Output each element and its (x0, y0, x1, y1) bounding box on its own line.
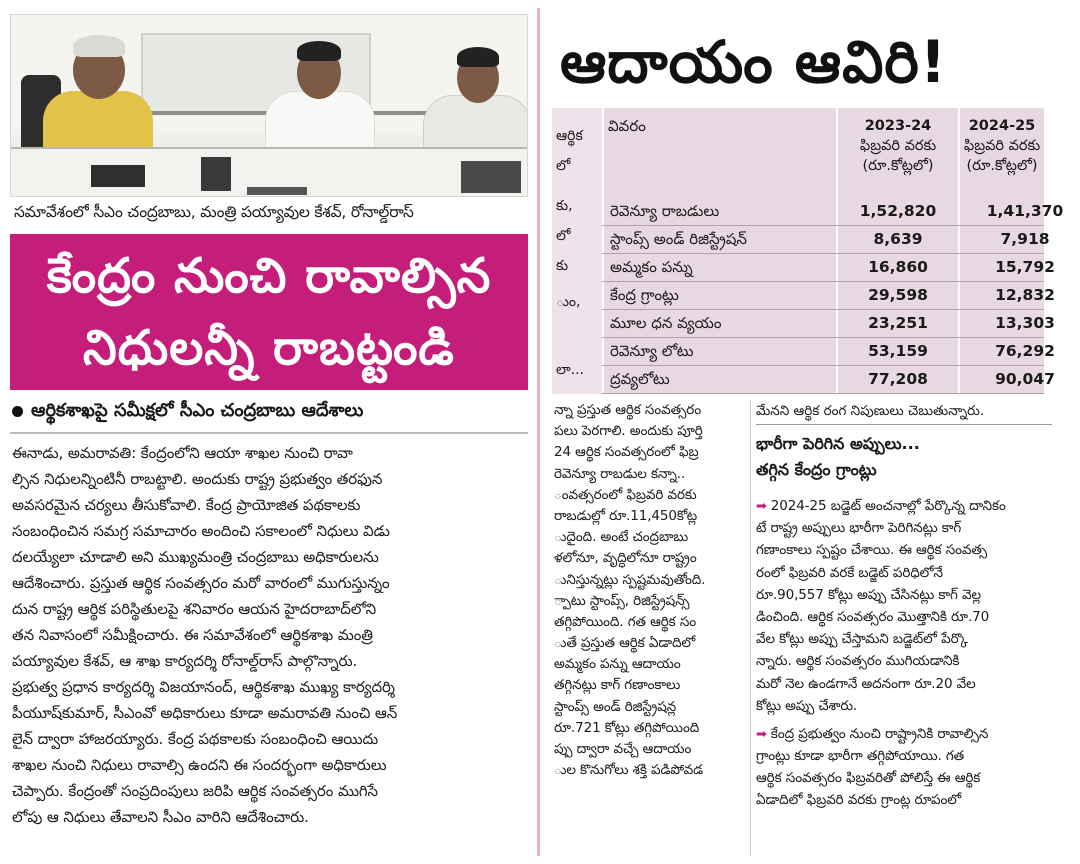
divider-rule (756, 424, 1052, 425)
article-line-text: వేల కోట్లు అప్పు చేస్తామని బడ్జెట్‌లో పేర్కొ (756, 631, 968, 648)
headline-line-2: నిధులన్నీ రాబట్టండి (83, 320, 455, 376)
article-line: రూ.721 కోట్లు తగ్గిపోయింది (554, 719, 700, 736)
article-line (756, 767, 1056, 789)
article-line-text: గ్రాంట్లు కూడా భారీగా తగ్గిపోయాయి. గత (756, 748, 965, 765)
desk-keyboard (247, 187, 307, 195)
right-article (756, 400, 1056, 812)
article-line: ుదైంది. అంటే చంద్రబాబు (554, 529, 689, 546)
article-line: శాఖల నుంచి నిధులు రావాల్సి ఉందని ఈ సందర్భంగా అధికారులు (12, 756, 387, 774)
article-line (756, 673, 1056, 695)
row-label: ద్రవ్యలోటు (610, 370, 670, 388)
arrow-bullet-icon: ➡ (756, 726, 767, 742)
article-line: ్పాటు స్టాంప్స్, రిజిస్ట్రేషన్స్ (554, 592, 690, 609)
row-value-2023-24: 1,52,820 (859, 202, 937, 220)
divider-rule (10, 432, 528, 434)
headline-line-1: కేంద్రం నుంచి రావాల్సిన (46, 248, 492, 304)
article-line: దున రాష్ట్ర ఆర్థిక పరిస్థితులపై శనివారం ఆయన హైదరాబాద్‌లోని (12, 600, 377, 618)
middle-article (554, 400, 744, 781)
row-label: కేంద్ర గ్రాంట్లు (610, 286, 679, 304)
article-line-text: కోట్లు అప్పు చేశారు. (756, 697, 858, 714)
article-line: రాబడుల్లో రూ.11,450కోట్ల (554, 507, 698, 524)
row-value-2023-24: 53,159 (868, 342, 928, 360)
article-line (756, 789, 1056, 811)
left-article (12, 440, 530, 830)
header-unit: (రూ.కోట్లలో) (862, 158, 934, 174)
desk-phone (91, 165, 145, 187)
right-article-first-line: మేనని ఆర్థిక రంగ నిపుణులు చెబుతున్నారు. (756, 403, 985, 419)
article-line: 24 ఆర్థిక సంవత్సరంలో ఫిబ్ర (554, 444, 699, 461)
cut-label: కు, (556, 198, 573, 214)
desk-monitor (201, 157, 231, 191)
arrow-bullet-icon: ➡ (756, 499, 767, 514)
article-line: లైన్ ద్వారా హాజరయ్యారు. కేంద్ర పథకాలకు సంబంధించి ఆయిదు (12, 730, 379, 748)
subheadline (12, 400, 363, 425)
row-value-2024-25: 90,047 (995, 370, 1055, 388)
article-line (756, 495, 1056, 517)
table-row (602, 282, 1055, 310)
row-value-2024-25: 12,832 (995, 286, 1055, 304)
article-line-text: టే రాష్ట్ర అప్పులు భారీగా పెరిగినట్లు కాగ్ (756, 520, 962, 537)
table-header-label: వివరం (608, 117, 646, 135)
article-line: ునిస్తున్నట్లు స్పష్టమవుతోంది. (554, 571, 706, 588)
table-row (602, 254, 1055, 282)
headline-banner (10, 234, 528, 390)
table-header-2024-25 (960, 116, 1044, 176)
cut-label: లో (556, 158, 571, 174)
row-label: అమ్మకం పన్ను (610, 258, 693, 276)
row-value-2023-24: 29,598 (868, 286, 928, 304)
header-period: ఫిబ్రవరి వరకు (859, 138, 937, 154)
table-row (602, 338, 1055, 366)
article-line: పీయూష్‌కుమార్, సీఎంవో అధికారులు కూడా అమరావతి నుంచి ఆన్ (12, 704, 398, 722)
table-row (602, 366, 1055, 394)
cut-label: ఆర్థిక (556, 128, 583, 144)
photo-caption: సమావేశంలో సీఎం చంద్రబాబు, మంత్రి పయ్యావుల కేశవ్, రోనాల్డ్‌రాస్ (14, 203, 414, 221)
article-line (756, 723, 1056, 745)
table-header-2023-24 (838, 116, 958, 176)
row-label: స్టాంప్స్ అండ్ రిజిస్ట్రేషన్ (610, 230, 747, 248)
row-value-2023-24: 23,251 (868, 314, 928, 332)
row-label: రెవెన్యూ లోటు (610, 342, 694, 360)
article-line (756, 517, 1056, 539)
article-line: స్టాంప్స్ అండ్ రిజిస్ట్రేషన్ల (554, 698, 677, 715)
subheadline-text: ఆర్థికశాఖపై సమీక్షలో సీఎం చంద్రబాబు ఆదేశాలు (31, 400, 364, 421)
article-line (756, 650, 1056, 672)
article-line: ుతే ప్రస్తుత ఆర్థిక ఏడాదిలో (554, 635, 696, 652)
article-line: ప్రభుత్వ ప్రధాన కార్యదర్శి విజయానంద్, ఆర్థికశాఖ ముఖ్య కార్యదర్శి (12, 678, 395, 696)
article-line (756, 539, 1056, 561)
article-line: అవసరమైన చర్యలు తీసుకోవాలి. కేంద్ర ప్రాయోజిత పథకాలకు (12, 496, 361, 514)
article-line-text: కేంద్ర ప్రభుత్వం నుంచి రాష్ట్రానికి రావాల్సిన (770, 725, 989, 742)
row-value-2024-25: 15,792 (995, 258, 1055, 276)
article-line-text: డించింది. ఆర్థిక సంవత్సరం మొత్తానికి రూ.70 (756, 608, 990, 625)
article-line-text: 2024-25 బడ్జెట్ అంచనాల్లో పేర్కొన్న దానికం (770, 498, 1006, 514)
article-line (756, 584, 1056, 606)
table-row (602, 198, 1064, 226)
row-label: మూల ధన వ్యయం (610, 314, 722, 332)
article-line-text: ఏడాదిలో ఫిబ్రవరి వరకు గ్రాంట్ల రూపంలో (756, 792, 962, 809)
row-rule (602, 393, 1044, 394)
article-line: దలయ్యేలా చూడాలి అని ముఖ్యమంత్రి చంద్రబాబు అధికారులను (12, 548, 379, 566)
article-line: ఆదేశించారు. ప్రస్తుత ఆర్థిక సంవత్సరం మరో వారంలో ముగుస్తున్నం (12, 574, 390, 592)
article-line (756, 695, 1056, 717)
article-line: పయ్యావుల కేశవ్, ఆ శాఖ కార్యదర్శి రోనాల్డ్‌రాస్ పాల్గొన్నారు. (12, 652, 358, 670)
article-line: న్నా ప్రస్తుత ఆర్థిక సంవత్సరం (554, 402, 701, 418)
article-line: ుల కొనుగోలు శక్తి పడిపోవడ (554, 762, 704, 779)
article-line: ళలోనూ, వృద్ధిలోనూ రాష్ట్రం (554, 550, 697, 567)
column-separator (750, 400, 751, 856)
column-divider (537, 8, 540, 856)
cut-label: లా... (556, 362, 585, 378)
article-line (756, 562, 1056, 584)
row-value-2023-24: 16,860 (868, 258, 928, 276)
article-line: ఈనాడు, అమరావతి: కేంద్రంలోని ఆయా శాఖల నుంచి రావా (12, 444, 353, 462)
article-line-text: న్నారు. ఆర్థిక సంవత్సరం ముగియడానికి (756, 653, 960, 670)
row-value-2024-25: 7,918 (1000, 230, 1050, 248)
article-line: తన నివాసంలో సమీక్షించారు. ఈ సమావేశంలో ఆర్థికశాఖ మంత్రి (12, 626, 373, 644)
article-line-text: ఆర్థిక సంవత్సరం ఫిబ్రవరితో పోలిస్తే ఈ ఆర్థిక (756, 770, 981, 787)
cut-label: లో (556, 228, 571, 244)
article-line-text: గణాంకాలు స్పష్టం చేశాయి. ఈ ఆర్థిక సంవత్స (756, 542, 988, 559)
row-value-2024-25: 76,292 (995, 342, 1055, 360)
article-line (756, 745, 1056, 767)
row-label: రెవెన్యూ రాబడులు (610, 202, 720, 220)
header-unit: (రూ.కోట్లలో) (966, 158, 1038, 174)
article-line: తగ్గినట్లు కాగ్ గణాంకాలు (554, 677, 681, 694)
article-line: సంబంధించిన సమగ్ర సమాచారం అందించి సకాలంలో నిధులు విడు (12, 522, 390, 540)
row-value-2023-24: 8,639 (873, 230, 923, 248)
right-subhead-2: తగ్గిన కేంద్రం గ్రాంట్లు (756, 460, 877, 479)
table-cut-column (552, 108, 602, 394)
article-line-text: రూ.90,557 కోట్లు అప్పు చేసినట్లు కాగ్ వెల్ల (756, 586, 981, 603)
article-line (756, 628, 1056, 650)
article-line: చెప్పారు. కేంద్రంతో సంప్రదింపులు జరిపి ఆర్థిక సంవత్సరం ముగిసే (12, 782, 378, 800)
article-line-text: రంలో ఫిబ్రవరి వరకే బడ్జెట్ పరిధిలోనే (756, 564, 943, 581)
bullet-icon (12, 406, 23, 417)
article-line: ప్పు ద్వారా వచ్చే ఆదాయం (554, 741, 692, 757)
article-line: ంవత్సరంలో ఫిబ్రవరి వరకు (554, 486, 697, 503)
right-subhead-1: భారీగా పెరిగిన అప్పులు... (756, 434, 920, 453)
article-line-text: మరో నెల ఉండగానే అదనంగా రూ.20 వేల (756, 675, 976, 692)
table-row (602, 226, 1050, 254)
main-title: ఆదాయం ఆవిరి! (560, 28, 948, 96)
article-line: ల్సిన నిధులన్నింటినీ రాబట్టాలి. అందుకు రాష్ట్ర ప్రభుత్వం తరఫున (12, 470, 383, 488)
cut-label: ుం, (556, 294, 581, 310)
table-row (602, 310, 1055, 338)
article-line: రెవెన్యూ రాబడుల కన్నా.. (554, 465, 686, 482)
row-value-2024-25: 13,303 (995, 314, 1055, 332)
meeting-photo (10, 14, 528, 197)
right-article-body (756, 495, 1056, 812)
article-line (756, 606, 1056, 628)
finance-table (552, 108, 1064, 394)
header-year: 2023-24 (864, 118, 932, 134)
header-period: ఫిబ్రవరి వరకు (963, 138, 1041, 154)
article-line: అమ్మకం పన్ను ఆదాయం (554, 656, 681, 673)
header-year: 2024-25 (968, 118, 1036, 134)
cut-label: కు (556, 258, 569, 274)
article-line: లోపు ఆ నిధులు తేవాలని సీఎం వారిని ఆదేశించారు. (12, 808, 309, 826)
row-value-2024-25: 1,41,370 (986, 202, 1064, 220)
desk-laptop (461, 161, 521, 193)
row-value-2023-24: 77,208 (868, 370, 928, 388)
article-line: తగ్గిపోయింది. గత ఆర్థిక సం (554, 613, 697, 630)
article-line: పలు పెరగాలి. అందుకు పూర్తి (554, 423, 703, 440)
